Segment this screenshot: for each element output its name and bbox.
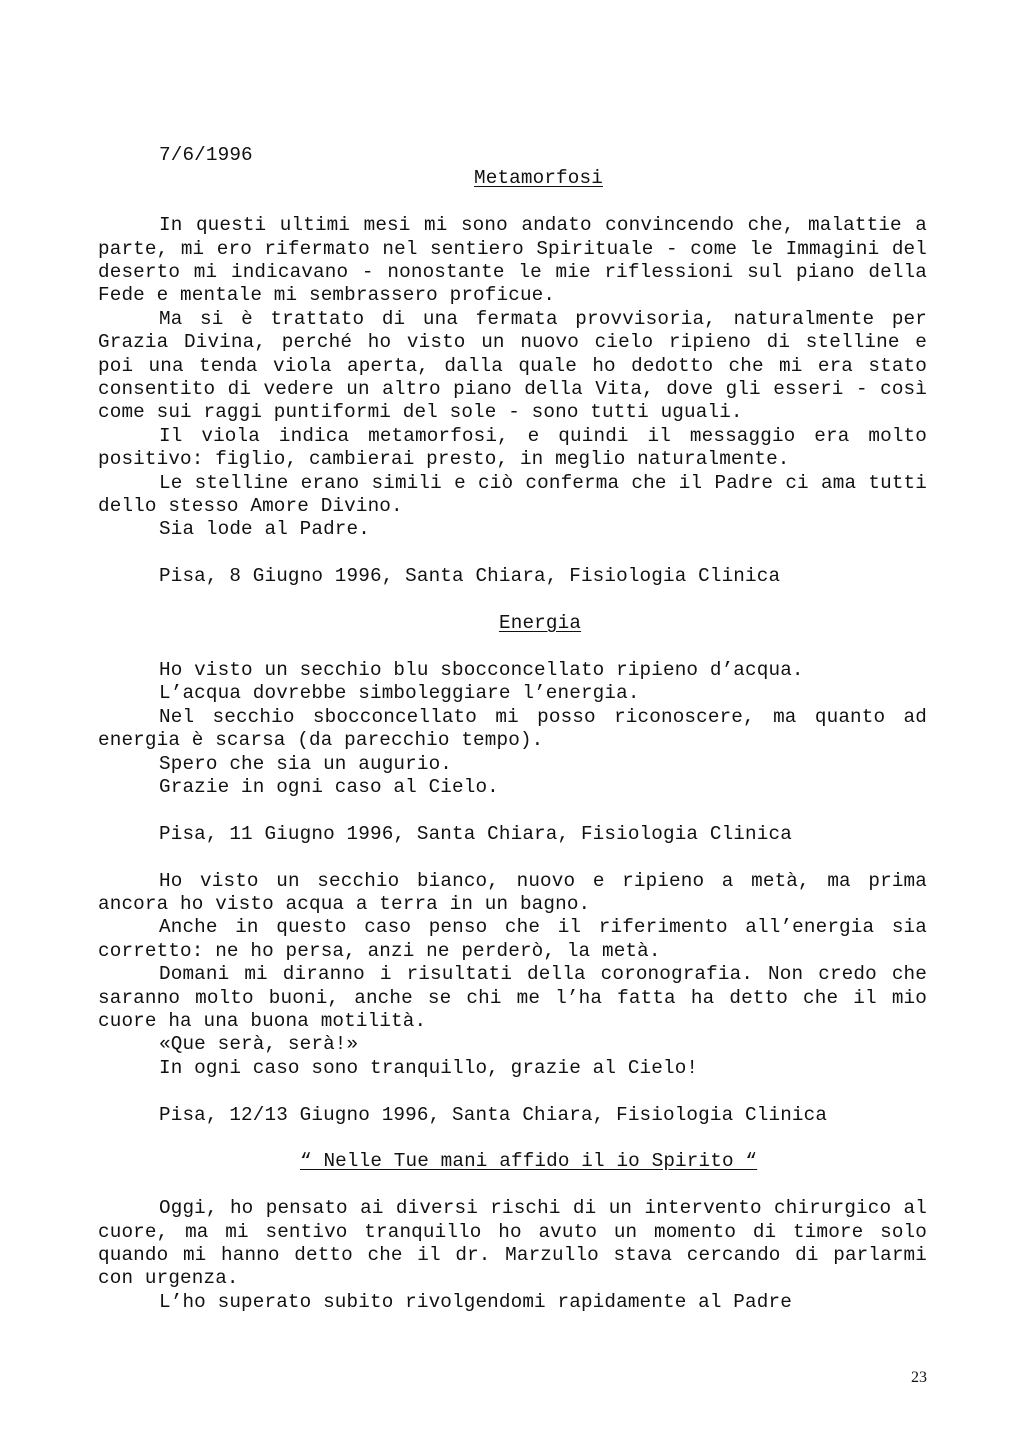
paragraph: In ogni caso sono tranquillo, grazie al Cielo! bbox=[159, 1056, 699, 1079]
spacer bbox=[98, 589, 927, 612]
text-column bbox=[98, 144, 927, 1314]
entry-title: “ Nelle Tue mani affido il io Spirito “ bbox=[300, 1150, 758, 1173]
paragraph: Domani mi diranno i risultati della coronografia. Non credo che saranno molto buoni, anche se chi me l’ha fatta ha detto che il mio cuore ha una buona motilità. bbox=[98, 963, 927, 1032]
paragraph: Grazie in ogni caso al Cielo. bbox=[159, 775, 499, 798]
paragraph: Anche in questo caso penso che il riferimento all’energia sia corretto: ne ho persa, anzi ne perderò, la metà. bbox=[98, 916, 927, 962]
entry-title: Energia bbox=[499, 612, 582, 635]
paragraph: Ma si è trattato di una fermata provvisoria, naturalmente per Grazia Divina, perché ho visto un nuovo cielo ripieno di stelline e poi una tenda viola aperta, dalla quale ho dedotto che mi era stato consentito di vedere un altro piano della Vita, dove gli esseri - così come sui raggi puntiformi del sole - sono tutti uguali. bbox=[98, 307, 927, 424]
paragraph: L’ho superato subito rivolgendomi rapidamente al Padre bbox=[159, 1290, 792, 1313]
entry-date: Pisa, 12/13 Giugno 1996, Santa Chiara, Fisiologia Clinica bbox=[159, 1103, 828, 1126]
spacer bbox=[98, 191, 927, 214]
spacer bbox=[98, 542, 927, 565]
paragraph: Sia lode al Padre. bbox=[159, 518, 370, 541]
entry-date: 7/6/1996 bbox=[159, 144, 253, 166]
paragraph: Ho visto un secchio blu sbocconcellato ripieno d’acqua. bbox=[159, 658, 804, 681]
page-number: 23 bbox=[911, 1369, 927, 1386]
spacer bbox=[98, 635, 927, 658]
entry-date: Pisa, 8 Giugno 1996, Santa Chiara, Fisiologia Clinica bbox=[159, 565, 781, 588]
spacer bbox=[98, 1080, 927, 1103]
paragraph: Ho visto un secchio bianco, nuovo e ripieno a metà, ma prima ancora ho visto acqua a terra in un bagno. bbox=[98, 869, 927, 915]
entry-date: Pisa, 11 Giugno 1996, Santa Chiara, Fisiologia Clinica bbox=[159, 822, 792, 845]
paragraph: In questi ultimi mesi mi sono andato convincendo che, malattie a parte, mi ero rifermato nel sentiero Spirituale - come le Immagini del deserto mi indicavano - nonostante le mie riflessioni sul piano della Fede e mentale mi sembrassero proficue. bbox=[98, 214, 927, 307]
paragraph: Oggi, ho pensato ai diversi rischi di un intervento chirurgico al cuore, ma mi sentivo tranquillo ho avuto un momento di timore solo quando mi hanno detto che il dr. Marzullo stava cercando di parlarmi con urgenza. bbox=[98, 1197, 927, 1290]
paragraph: Nel secchio sbocconcellato mi posso riconoscere, ma quanto ad energia è scarsa (da parecchio tempo). bbox=[98, 705, 927, 752]
paragraph: Il viola indica metamorfosi, e quindi il messaggio era molto positivo: figlio, cambierai presto, in meglio naturalmente. bbox=[98, 424, 927, 471]
entry-title: Metamorfosi bbox=[474, 167, 603, 190]
paragraph: Le stelline erano simili e ciò conferma che il Padre ci ama tutti dello stesso Amore Divino. bbox=[98, 471, 927, 518]
paragraph: Spero che sia un augurio. bbox=[159, 752, 453, 775]
spacer bbox=[98, 1127, 927, 1150]
spacer bbox=[98, 846, 927, 869]
spacer bbox=[98, 799, 927, 822]
paragraph: L’acqua dovrebbe simboleggiare l’energia. bbox=[159, 682, 640, 705]
spacer bbox=[98, 1174, 927, 1197]
paragraph: «Que serà, serà!» bbox=[159, 1033, 359, 1056]
